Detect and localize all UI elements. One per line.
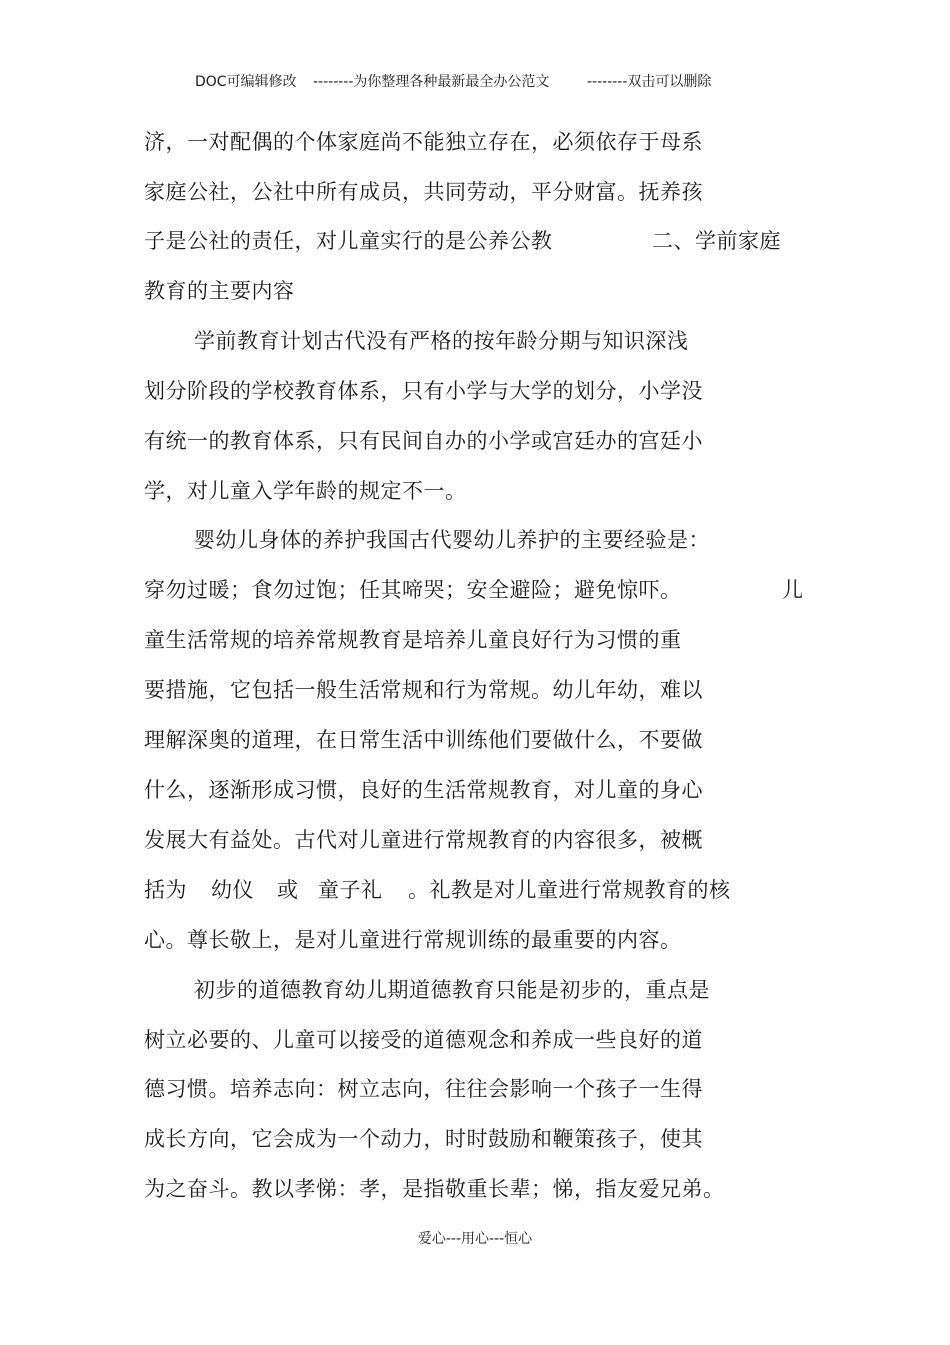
text-line: 家庭公社，公社中所有成员，共同劳动，平分财富。抚养孩: [144, 180, 703, 204]
text-fragment: 童子礼: [318, 878, 383, 902]
page-footer: 爱心---用心---恒心: [417, 1231, 533, 1247]
text-line: 德习惯。培养志向：树立志向，往往会影响一个孩子一生得: [144, 1077, 703, 1101]
text-line: 为之奋斗。教以孝悌：孝，是指敬重长辈；悌，指友爱兄弟。: [144, 1177, 725, 1201]
text-line: 穿勿过暖；食勿过饱；任其啼哭；安全避险；避免惊吓。: [144, 578, 682, 602]
text-line: 子是公社的责任，对儿童实行的是公养公教: [144, 229, 553, 253]
text-line: 济，一对配偶的个体家庭尚不能独立存在，必须依存于母系: [144, 130, 703, 154]
header-doc-label: DOC可编辑修改: [195, 74, 297, 90]
text-line: 什么，逐渐形成习惯，良好的生活常规教育，对儿童的身心: [144, 778, 703, 802]
text-fragment: 。礼教是对儿童进行常规教育的核: [408, 878, 731, 902]
text-line: 成长方向，它会成为一个动力，时时鼓励和鞭策孩子，使其: [144, 1127, 703, 1151]
text-fragment: 幼仪: [211, 878, 254, 902]
text-line: 理解深奥的道理，在日常生活中训练他们要做什么，不要做: [144, 728, 703, 752]
text-line: 童生活常规的培养常规教育是培养儿童良好行为习惯的重: [144, 628, 682, 652]
header-right-text: --------双击可以删除: [587, 74, 712, 90]
section-heading-cont: 教育的主要内容: [144, 279, 295, 303]
section-heading: 二、学前家庭: [652, 229, 781, 253]
paragraph-first-line: 学前教育计划古代没有严格的按年龄分期与知识深浅: [194, 329, 689, 353]
paragraph-first-line: 婴幼儿身体的养护我国古代婴幼儿养护的主要经验是：: [194, 528, 710, 552]
text-fragment: 括为: [144, 878, 187, 902]
paragraph-first-line: 初步的道德教育幼儿期道德教育只能是初步的，重点是: [194, 978, 710, 1002]
text-line: 心。尊长敬上，是对儿童进行常规训练的最重要的内容。: [144, 928, 682, 952]
text-line: 要措施，它包括一般生活常规和行为常规。幼儿年幼，难以: [144, 678, 703, 702]
header-middle-text: --------为你整理各种最新最全办公范文: [313, 74, 550, 90]
text-line: 树立必要的、儿童可以接受的道德观念和养成一些良好的道: [144, 1028, 703, 1052]
text-fragment: 儿: [782, 578, 804, 602]
text-fragment: 或: [277, 878, 299, 902]
text-line: 学，对儿童入学年龄的规定不一。: [144, 479, 467, 503]
text-line: 有统一的教育体系，只有民间自办的小学或宫廷办的宫廷小: [144, 429, 703, 453]
text-line: 发展大有益处。古代对儿童进行常规教育的内容很多，被概: [144, 828, 703, 852]
text-line: 划分阶段的学校教育体系，只有小学与大学的划分，小学没: [144, 379, 703, 403]
